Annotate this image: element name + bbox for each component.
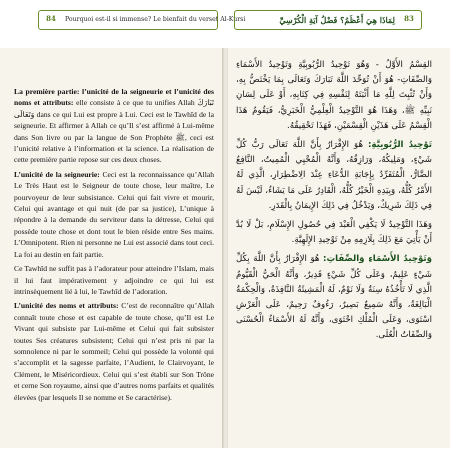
- right-page-header: [234, 10, 422, 30]
- right-page-number: 83: [404, 14, 414, 23]
- left-paragraph-2: L’unicité de la seigneurie: Ceci est la reconnaissance qu’Allah Le Très Haut est le Seigneur de toute chose, leur maître, Le pourvoyeur de leur subsistance. Celui qui fait vivre et mourir, Celui qui avantage et qui nuit (de par sa justice), L’unique à répondre à la demande du serviteur dans la détresse, Celui qui possède toute chose et dont tout le bien réside entre Ses mains. L’Omnipotent. Rien ni personne ne Lui est associé dans tout ceci. La foi au destin en fait partie.: [14, 169, 214, 259]
- right-paragraph-2: تَوْحِيدُ الرُّبُوبِيَّةِ: هُوَ الإِقْرَارُ بِأَنَّ اللَّهَ تَعَالَى رَبُّ كُلِّ شَيْءٍ، وَمَلِيكُهُ، وَرَازِقُهُ، وَأَنَّهُ الْمُحْيِي الْمُمِيتُ، النَّافِعُ الضَّارُّ، الْمُتَفَرِّدُ بِإِجَابَةِ الدُّعَاءِ عِنْدَ الِاضْطِرَارِ، الَّذِي لَهُ الأَمْرُ كُلُّهُ، وَبِيَدِهِ الْخَيْرُ كُلُّهُ، الْقَادِرُ عَلَى مَا يَشَاءُ، لَيْسَ لَهُ فِي ذَلِكَ شَرِيكٌ، وَيَدْخُلُ فِي ذَلِكَ الإِيمَانُ بِالْقَدَرِ.: [236, 140, 432, 211]
- left-paragraph-3: Ce Tawhîd ne suffit pas à l’adorateur pour atteindre l’Islam, mais il lui faut impérativement y adjoindre ce qui lui est intrinsèquement lié à lui, le Tawhîd de l’adoration.: [14, 264, 214, 296]
- left-paragraph-1: La première partie: l’unicité de la seigneurie et l’unicité des noms et attributs: elle consiste à ce que tu unifies Allah تَبَارَكَ وَتَعَالَى dans ce qui Lui est propre à Lui. Ceci est le Tawhîd de la seigneurie. Et affirmer à Allah ce qu’Il s’est affirmé à Lui-même dans Son livre ou par la langue de Son Prophète ﷺ, ceci est l’unicité relative à l’information et la science. La réalisation de cette première partie repose sur ces deux choses.: [14, 87, 214, 165]
- left-paragraph-4: L’unicité des noms et attributs: C’est de reconnaître qu’Allah connaît toute chose et est capable de toute chose, qu’Il est Le Vivant qui subsiste par Lui-même et Celui qui fait subsister toutes Ses créatures subsistent; Celui qui n’est pris ni par la somnolence ni par le sommeil; Celui qui possède la volonté qui s’accomplit et la sagesse parfaite, l’Audient, le Clairvoyant, le Clément, le Miséricordieux. Celui qui s’est établi sur Son Trône et cerne Son royaume, ainsi que d’autres noms parfaits et qualités élevées (par lesquels Il se nomme et Se caractérise).: [14, 301, 214, 402]
- right-running-title: لِمَاذَا هِيَ أَعْظَمُ؟ فَضْلُ آيَةِ الْكُرْسِيِّ: [279, 15, 395, 25]
- right-paragraph-3: وَهَذَا التَّوْحِيدُ لَا يَكْفِي الْعَبْدَ فِي حُصُولِ الإِسْلَامِ، بَلْ لَا بُدَّ أَنْ يَأْتِيَ مَعَ ذَلِكَ بِلَازِمِهِ مِنْ تَوْحِيدِ الإِلَهِيَّةِ.: [236, 220, 432, 246]
- left-page-header: [38, 10, 246, 30]
- left-body-text: [14, 86, 214, 406]
- right-paragraph-1: القِسْمُ الأَوَّلُ - وَهُوَ تَوْحِيدُ الرُّبُوبِيَّةِ وَتَوْحِيدُ الأَسْمَاءِ وَالصِّفَاتِ- هُوَ أَنْ تُوَحِّدَ اللَّهَ تَبَارَكَ وَتَعَالَى بِمَا يَخْتَصُّ بِهِ، وَأَنْ تُثْبِتَ لِلَّهِ مَا أَثْبَتَهُ لِنَفْسِهِ فِي كِتَابِهِ، أَوْ عَلَى لِسَانِ نَبِيِّهِ ﷺ، وَهَذَا هُوَ التَّوْحِيدُ الْعِلْمِيُّ الْخَبَرِيُّ، فَيَقُومُ هَذَا الْقِسْمُ عَلَى هَذَيْنِ الْقِسْمَيْنِ، فَهَذَا تَحْقِيقُهُ.: [236, 60, 432, 131]
- right-body-text: [236, 58, 432, 348]
- right-paragraph-4: وَتَوْحِيدُ الأَسْمَاءِ وَالصِّفَاتِ: هُوَ الإِقْرَارُ بِأَنَّ اللَّهَ بِكُلِّ شَيْءٍ عَلِيمٌ، وَعَلَى كُلِّ شَيْءٍ قَدِيرٌ، وَأَنَّهُ الْحَيُّ الْقَيُّومُ الَّذِي لَا تَأْخُذُهُ سِنَةٌ وَلَا نَوْمٌ، لَهُ الْمَشِيئَةُ النَّافِذَةُ، وَالْحِكْمَةُ الْبَالِغَةُ، وَأَنَّهُ سَمِيعٌ بَصِيرٌ، رَءُوفٌ رَحِيمٌ، عَلَى الْعَرْشِ اسْتَوَى، وَعَلَى الْمُلْكِ احْتَوَى، وَأَنَّهُ لَهُ الأَسْمَاءُ الْحُسْنَى وَالصِّفَاتُ الْعُلَى.: [236, 254, 432, 341]
- left-page-number: 84: [46, 14, 56, 23]
- left-running-title: Pourquoi est-il si immense? Le bienfait du verset Al-Kursi: [65, 16, 246, 23]
